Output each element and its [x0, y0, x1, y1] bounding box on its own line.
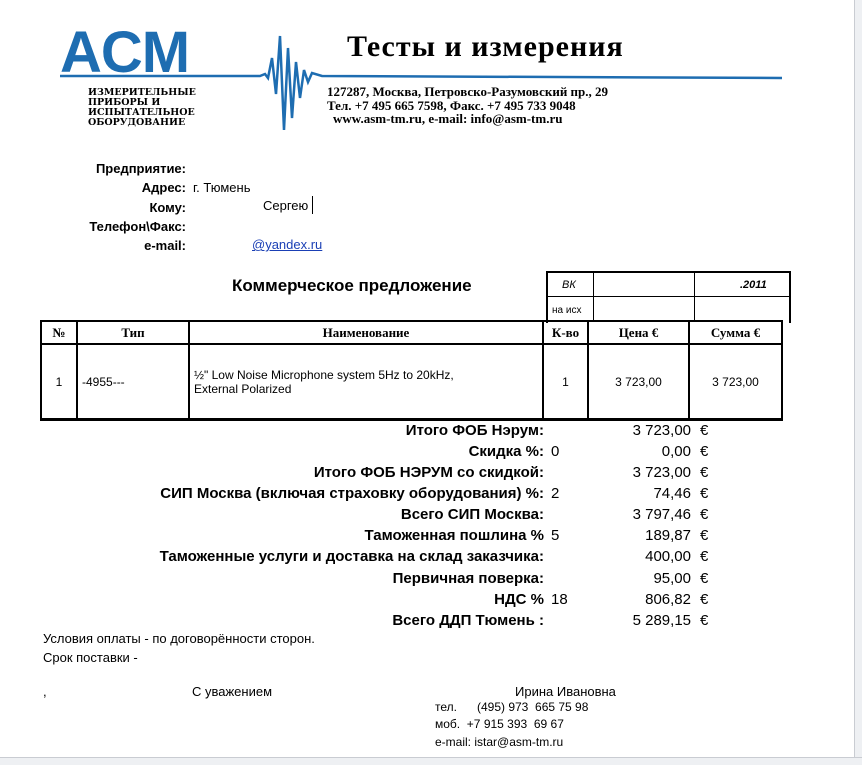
address-value: г. Тюмень	[193, 180, 251, 195]
company-phones: Тел. +7 495 665 7598, Факс. +7 495 733 9048	[327, 98, 576, 113]
col-price: Цена €	[588, 321, 689, 344]
items-table	[40, 320, 783, 421]
email-label: e-mail:	[144, 238, 186, 253]
customs-duty-label: Таможенная пошлина %	[364, 527, 544, 544]
total-cip-label: Всего СИП Москва:	[400, 506, 544, 523]
table-row	[41, 344, 782, 420]
discount-pct: 0	[551, 443, 560, 460]
window-right-edge	[854, 0, 862, 764]
total-cip-value: 3 797,46	[632, 506, 691, 523]
signature-email: e-mail: istar@asm-tm.ru	[435, 735, 564, 749]
row-number: 1	[41, 344, 77, 420]
vat-pct: 18	[551, 591, 568, 608]
offer-date: .2011	[740, 279, 767, 291]
address-label: Адрес:	[141, 180, 186, 195]
customs-services-label: Таможенные услуги и доставка на склад заказчика:	[159, 548, 544, 565]
signature-phone: тел. (495) 973 665 75 98	[435, 700, 589, 714]
customs-duty-value: 189,87	[645, 527, 691, 544]
company-address: 127287, Москва, Петровско-Разумовский пр., 29	[327, 84, 609, 99]
customs-services-value: 400,00	[645, 548, 691, 565]
customs-duty-pct: 5	[551, 527, 560, 544]
cip-value: 74,46	[653, 485, 691, 502]
ref-outgoing: на исх	[552, 305, 582, 316]
grand-total-currency: €	[700, 612, 709, 629]
payment-terms: Условия оплаты - по договорённости сторон.	[43, 631, 315, 646]
total-discounted-label: Итого ФОБ НЭРУМ со скидкой:	[313, 464, 544, 481]
signature-mobile: моб. +7 915 393 69 67	[435, 717, 564, 731]
text-cursor	[312, 196, 313, 214]
delivery-terms: Срок поставки -	[43, 650, 138, 665]
row-type: -4955---	[77, 344, 189, 420]
calibration-currency: €	[700, 570, 709, 587]
total-fob-currency: €	[700, 422, 709, 439]
discount-value: 0,00	[661, 443, 691, 460]
cip-pct: 2	[551, 485, 560, 502]
col-name: Наименование	[189, 321, 543, 344]
col-number: №	[41, 321, 77, 344]
ref-code: ВК	[562, 279, 576, 291]
enterprise-label: Предприятие:	[95, 161, 186, 176]
calibration-label: Первичная поверка:	[392, 570, 544, 587]
row-name-line1: ½" Low Noise Microphone system 5Hz to 20kHz,	[194, 367, 454, 382]
to-label: Кому:	[149, 200, 186, 215]
row-name	[189, 344, 543, 420]
grand-total-value: 5 289,15	[632, 612, 691, 629]
table-header-row	[41, 321, 782, 344]
signature-comma: ,	[43, 684, 47, 699]
customs-duty-currency: €	[700, 527, 709, 544]
offer-title: Коммерческое предложение	[232, 276, 472, 295]
cip-currency: €	[700, 485, 709, 502]
vat-value: 806,82	[645, 591, 691, 608]
total-fob-label: Итого ФОБ Нэрум:	[405, 422, 544, 439]
phone-fax-label: Телефон\Факс:	[89, 219, 186, 234]
discount-currency: €	[700, 443, 709, 460]
col-type: Тип	[77, 321, 189, 344]
grand-total-label: Всего ДДП Тюмень :	[392, 612, 544, 629]
customs-services-currency: €	[700, 548, 709, 565]
calibration-value: 95,00	[653, 570, 691, 587]
company-logo: ACM	[60, 20, 190, 85]
col-qty: К-во	[543, 321, 588, 344]
col-sum: Сумма €	[689, 321, 782, 344]
total-discounted-value: 3 723,00	[632, 464, 691, 481]
company-name: Тесты и измерения	[347, 30, 624, 63]
logo-tagline: ИЗМЕРИТЕЛЬНЫЕ ПРИБОРЫ И ИСПЫТАТЕЛЬНОЕ ОБОРУДОВАНИЕ	[88, 87, 196, 128]
discount-label: Скидка %:	[468, 443, 544, 460]
vat-label: НДС %	[494, 591, 544, 608]
to-value: Сергею	[263, 198, 309, 213]
row-price: 3 723,00	[588, 344, 689, 420]
row-qty: 1	[543, 344, 588, 420]
vat-currency: €	[700, 591, 709, 608]
signature-name: Ирина Ивановна	[515, 684, 616, 699]
signature-regards: С уважением	[192, 684, 273, 699]
row-sum: 3 723,00	[689, 344, 782, 420]
total-fob-value: 3 723,00	[632, 422, 691, 439]
total-discounted-currency: €	[700, 464, 709, 481]
cip-label: СИП Москва (включая страховку оборудования) %:	[160, 485, 544, 502]
total-cip-currency: €	[700, 506, 709, 523]
row-name-line2: External Polarized	[194, 381, 292, 396]
ref-divider-h	[546, 296, 789, 297]
email-link[interactable]: @yandex.ru	[252, 237, 323, 252]
company-web: www.asm-tm.ru, e-mail: info@asm-tm.ru	[333, 111, 563, 126]
